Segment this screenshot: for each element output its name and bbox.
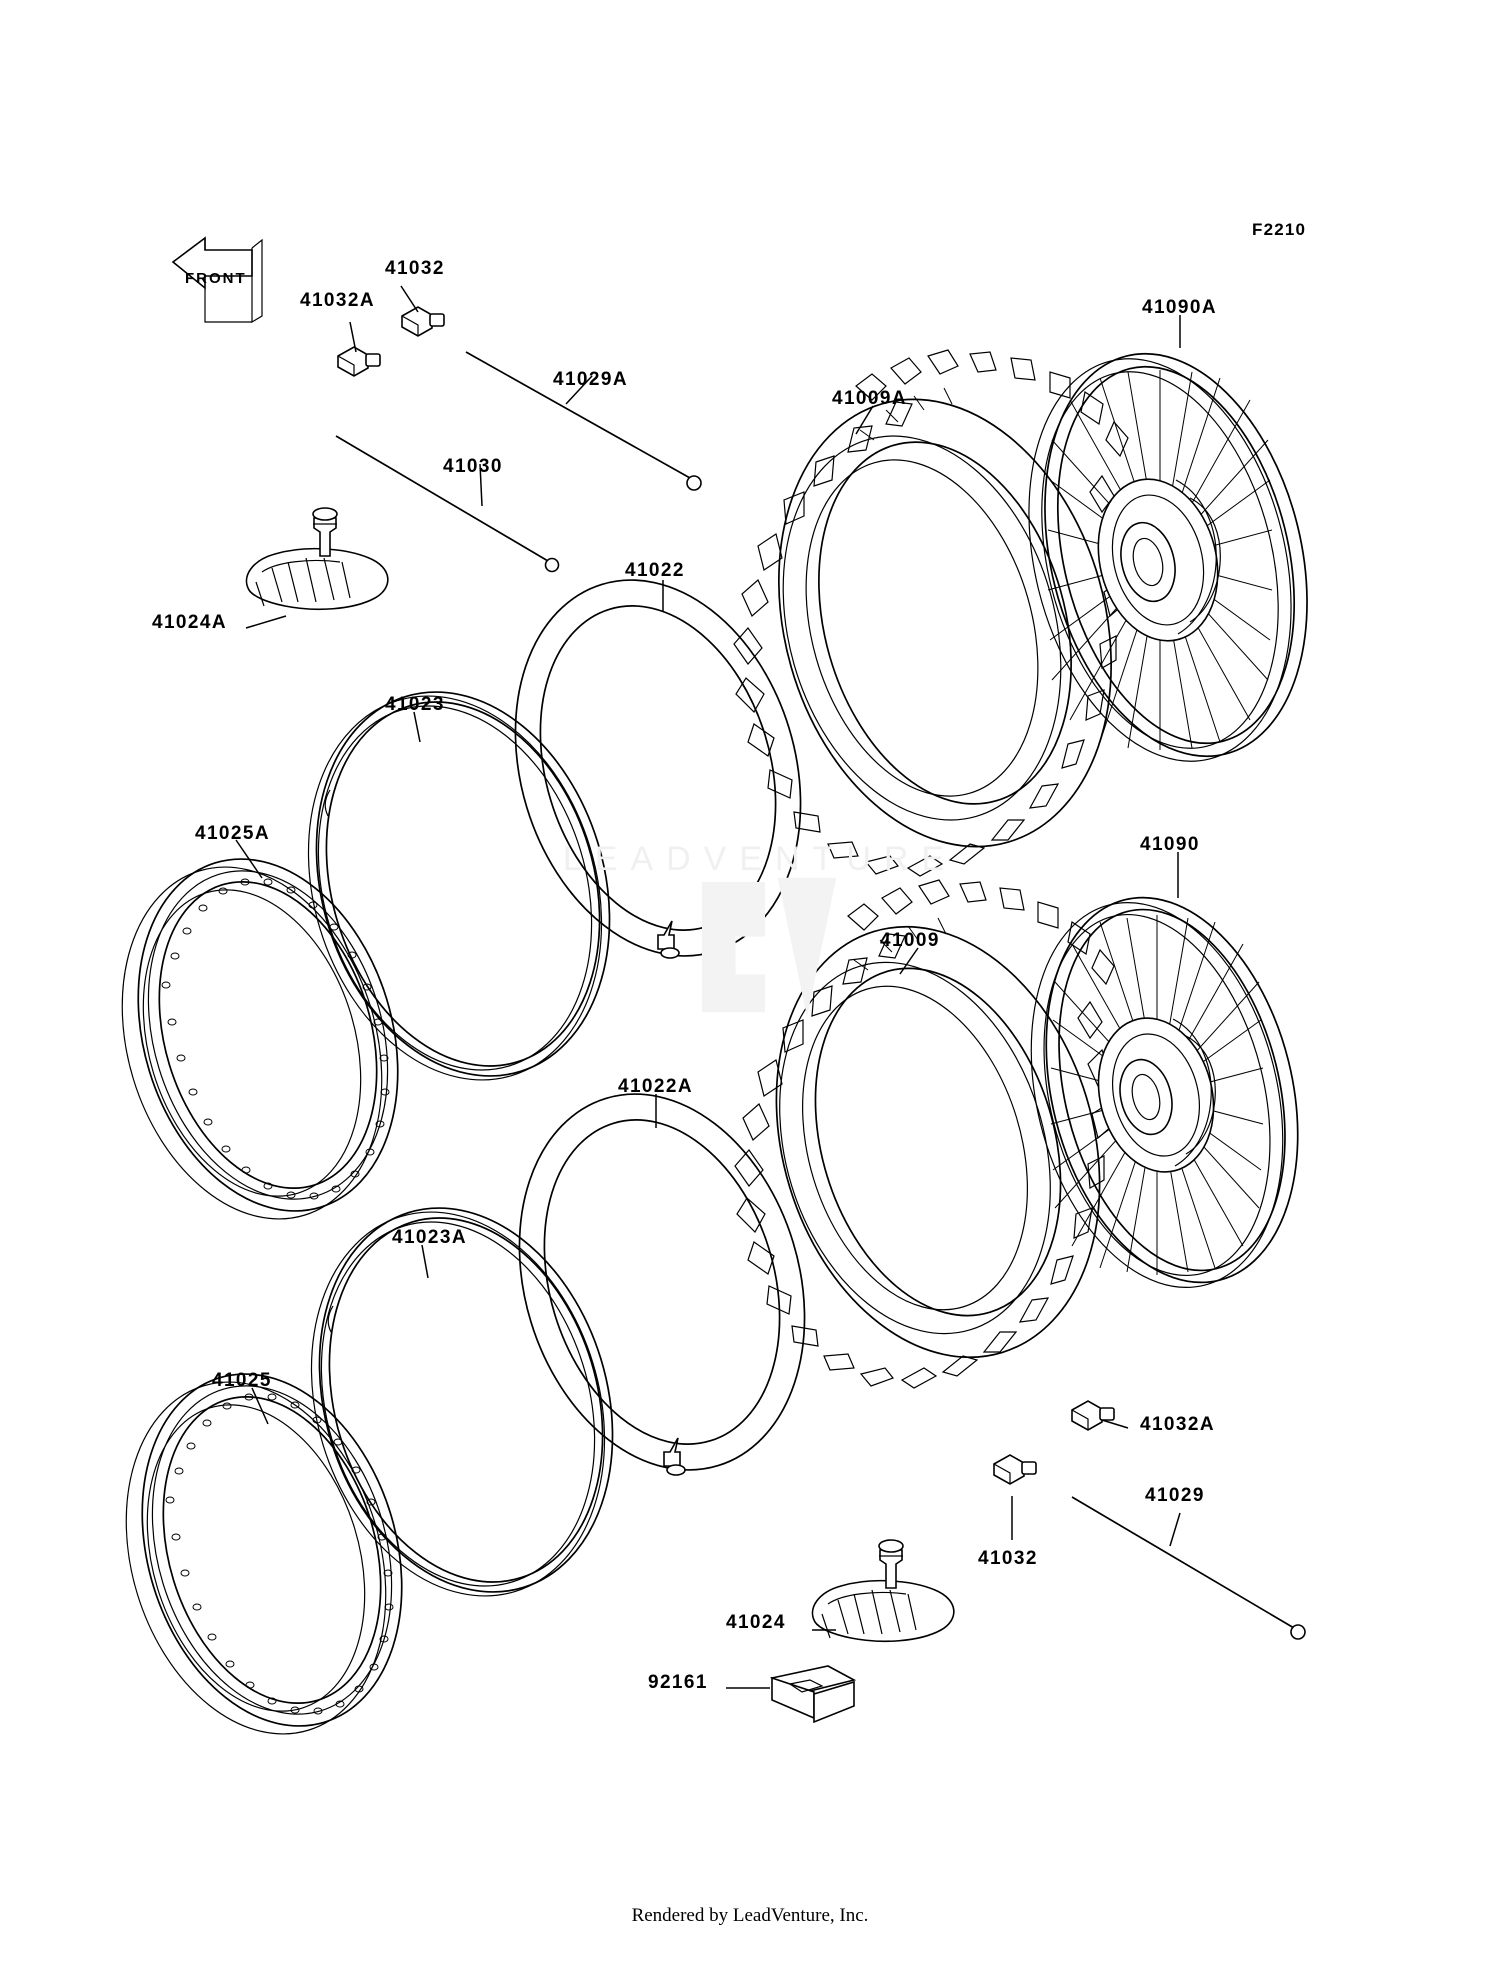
nipple-41032-lower-art [994, 1455, 1036, 1484]
part-label-41022a[interactable]: 41022A [618, 1076, 693, 1097]
rim-41025a-art [81, 827, 439, 1252]
valve-41024a-art [247, 508, 388, 609]
part-label-41009a[interactable]: 41009A [832, 388, 907, 409]
part-label-41032a[interactable]: 41032A [300, 290, 375, 311]
tire-41009a-art [728, 350, 1161, 886]
part-label-41009[interactable]: 41009 [880, 930, 940, 951]
front-direction-badge [163, 248, 251, 318]
watermark-text: LEADVENTURE [562, 840, 958, 878]
tube-41022a-art [475, 1058, 849, 1505]
rim-41025-art [85, 1342, 443, 1767]
part-label-41032a-2[interactable]: 41032A [1140, 1414, 1215, 1435]
part-label-41024a[interactable]: 41024A [152, 612, 227, 633]
nipple-41032a-art [338, 347, 380, 376]
part-label-41024[interactable]: 41024 [726, 1612, 786, 1633]
nipple-41032-art [402, 307, 444, 336]
rimband-41023-art [263, 655, 655, 1116]
part-label-41030[interactable]: 41030 [443, 456, 503, 477]
nipple-41032a-lower-art [1072, 1401, 1114, 1430]
diagram-code: F2210 [1252, 220, 1307, 239]
valve-41024-art [813, 1540, 954, 1641]
part-label-92161[interactable]: 92161 [648, 1672, 708, 1693]
wheel-41090a-art [989, 326, 1347, 789]
footer-credit: Rendered by LeadVenture, Inc. [631, 1905, 869, 1926]
spoke-41029-art [1072, 1497, 1305, 1639]
part-label-41029a[interactable]: 41029A [553, 369, 628, 390]
part-label-41090[interactable]: 41090 [1140, 834, 1200, 855]
part-label-41025[interactable]: 41025 [212, 1370, 272, 1391]
part-label-41025a[interactable]: 41025A [195, 823, 270, 844]
part-label-41032[interactable]: 41032 [385, 258, 445, 279]
part-label-41029[interactable]: 41029 [1145, 1485, 1205, 1506]
part-label-41032-2[interactable]: 41032 [978, 1548, 1038, 1569]
part-label-41090a[interactable]: 41090A [1142, 297, 1217, 318]
part-label-41023a[interactable]: 41023A [392, 1227, 467, 1248]
front-badge-label: FRONT [185, 270, 247, 287]
part-label-41023[interactable]: 41023 [385, 694, 445, 715]
damper-92161-art [772, 1666, 854, 1722]
part-label-41022[interactable]: 41022 [625, 560, 685, 581]
